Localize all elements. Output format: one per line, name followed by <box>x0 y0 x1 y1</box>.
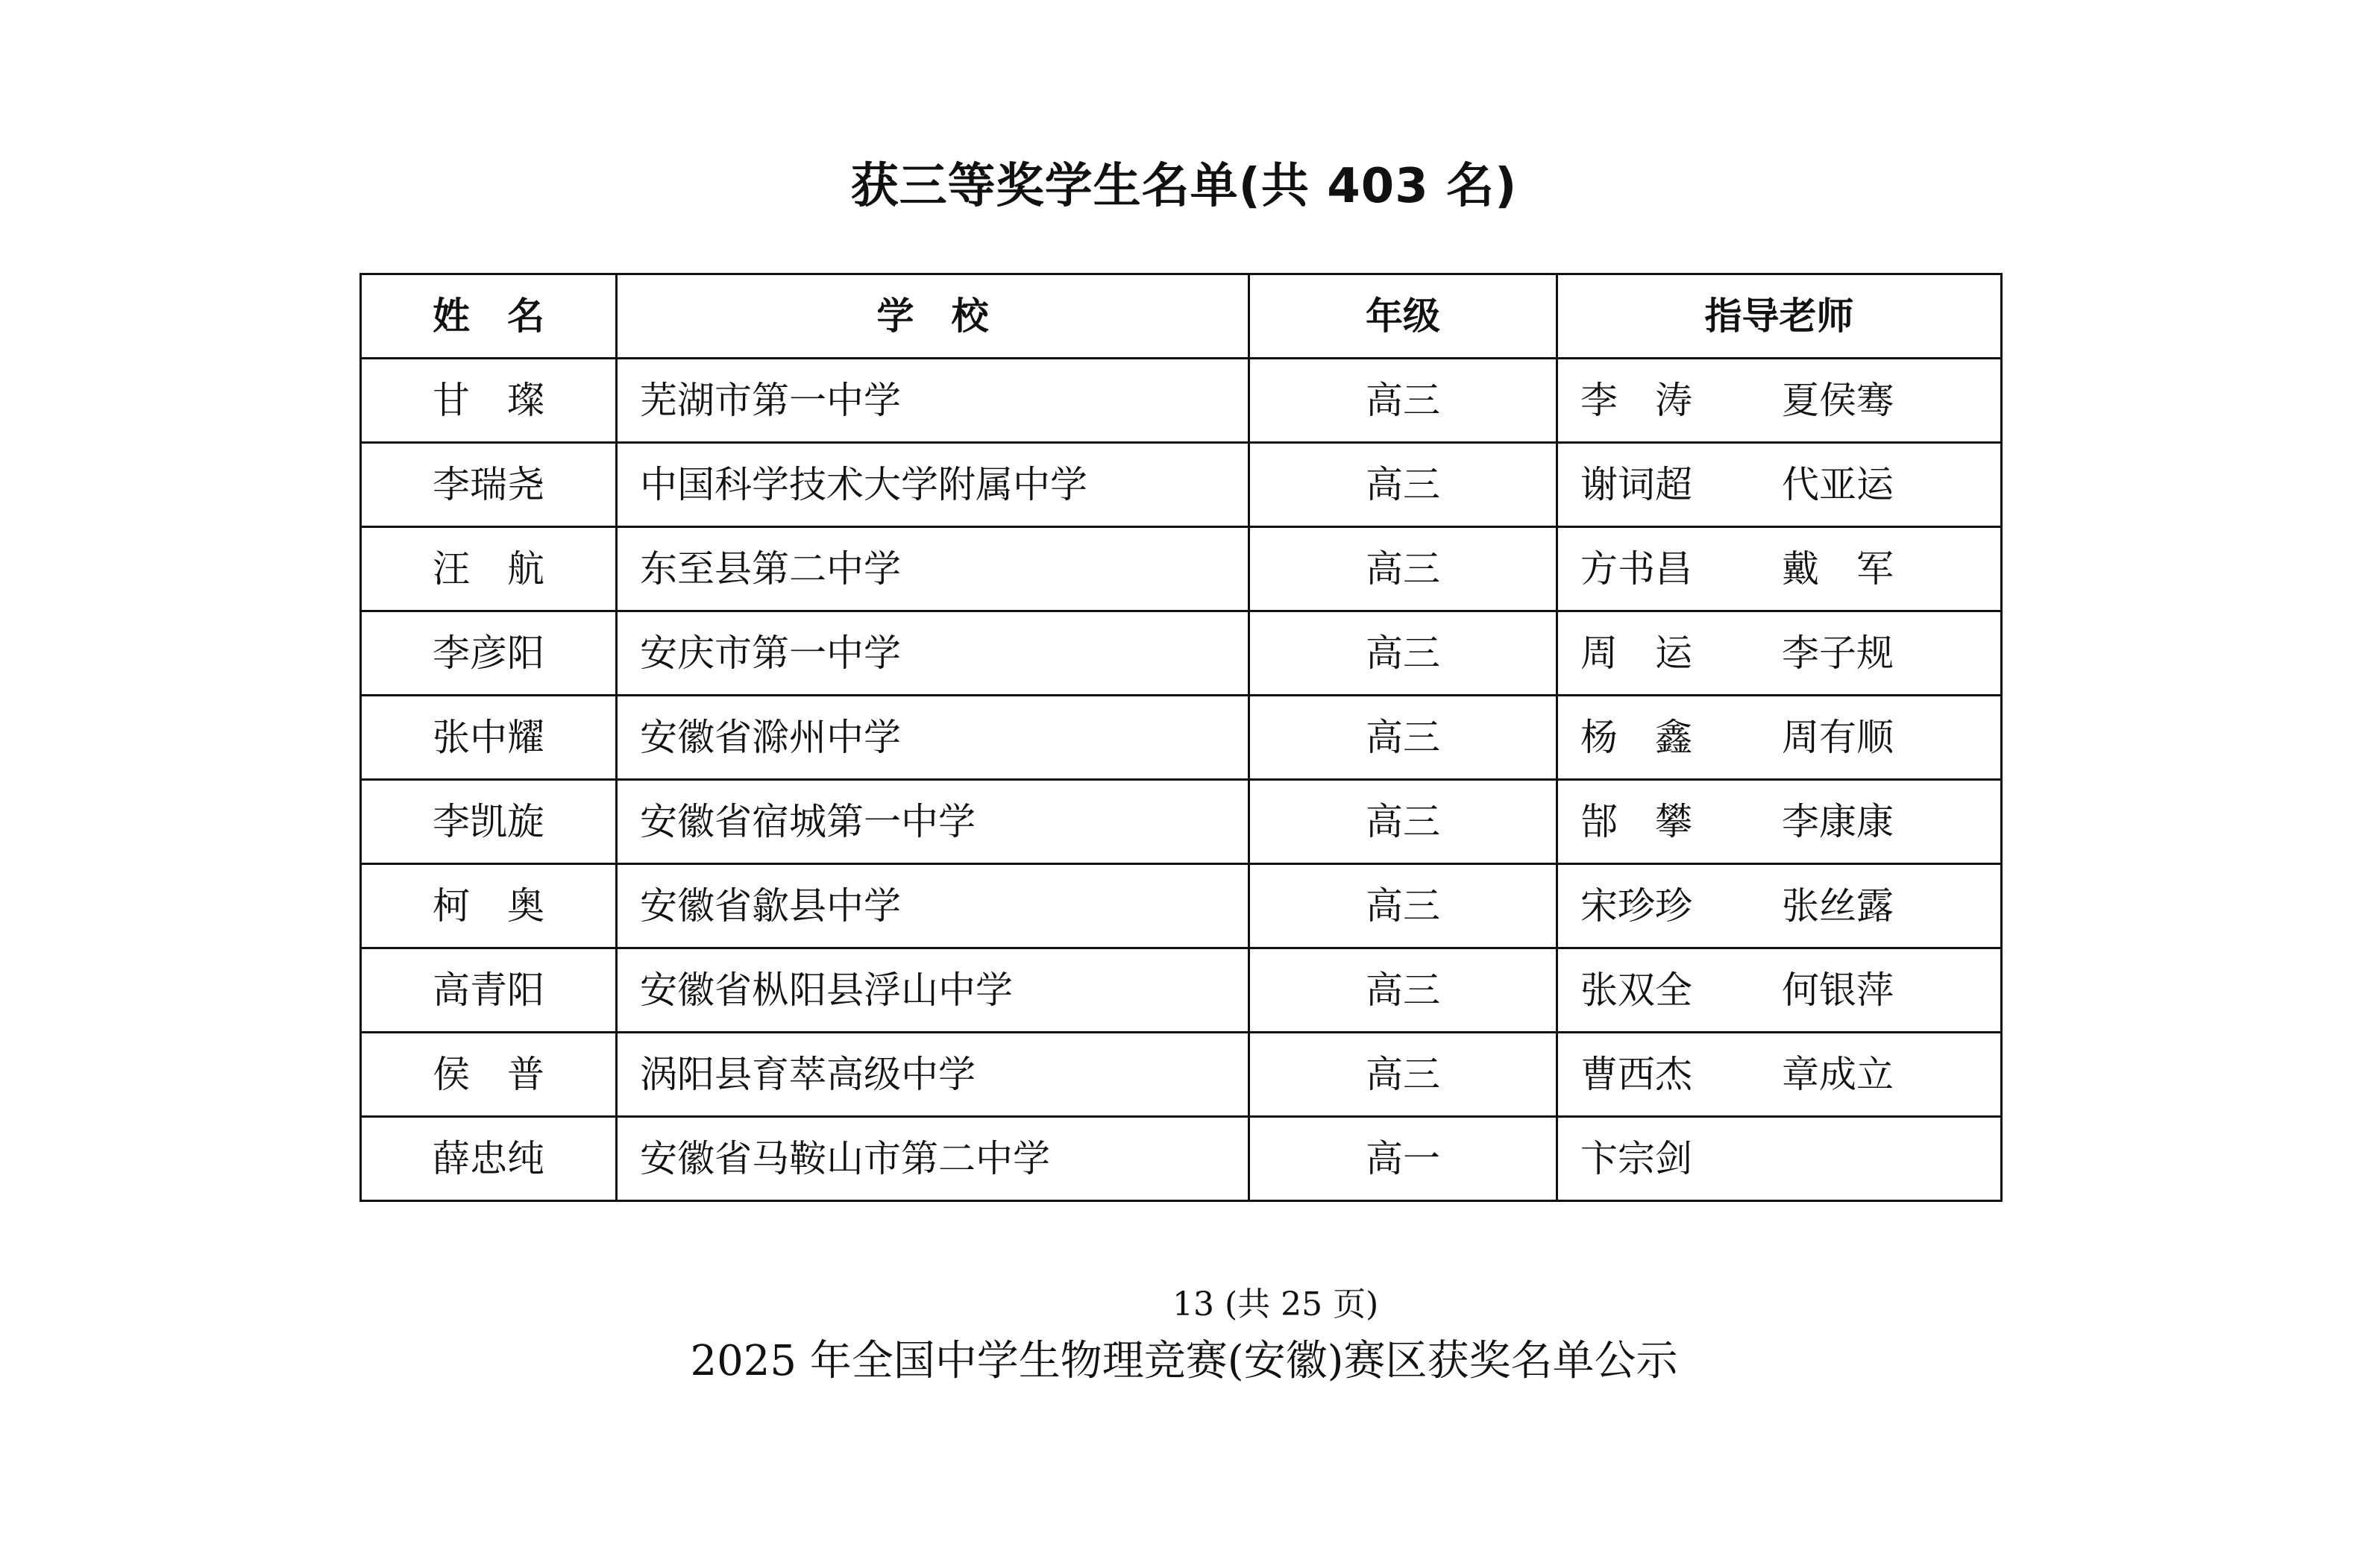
teacher-2: 李子规 <box>1782 632 1894 675</box>
student-name: 侯 普 <box>361 1033 617 1117</box>
table-row <box>361 780 2002 864</box>
student-name: 薛忠纯 <box>361 1117 617 1201</box>
footer-caption: 2025 年全国中学生物理竞赛(安徽)赛区获奖名单公示 <box>690 1337 1678 1385</box>
teachers-cell <box>1557 864 2002 948</box>
school-name: 安徽省马鞍山市第二中学 <box>617 1117 1249 1201</box>
grade: 高三 <box>1249 611 1557 696</box>
teachers-cell <box>1557 1033 2002 1117</box>
school-name: 安徽省宿城第一中学 <box>617 780 1249 864</box>
school-name: 中国科学技术大学附属中学 <box>617 443 1249 527</box>
table-row <box>361 1117 2002 1201</box>
teacher-2: 周有顺 <box>1782 716 1894 759</box>
page-title: 获三等奖学生名单(共 403 名) <box>850 159 1518 214</box>
table-row <box>361 864 2002 948</box>
table-row <box>361 527 2002 611</box>
table-row <box>361 359 2002 443</box>
grade: 高三 <box>1249 443 1557 527</box>
student-name: 李彦阳 <box>361 611 617 696</box>
table-row <box>361 1033 2002 1117</box>
grade: 高三 <box>1249 780 1557 864</box>
teachers-cell <box>1557 1117 2002 1201</box>
table-header-row <box>361 274 2002 359</box>
student-name: 李凯旋 <box>361 780 617 864</box>
teachers-cell <box>1557 527 2002 611</box>
teachers-cell <box>1557 948 2002 1033</box>
header-school: 学 校 <box>617 274 1249 359</box>
teachers-cell <box>1557 359 2002 443</box>
teacher-2: 夏侯骞 <box>1782 379 1894 422</box>
header-name: 姓 名 <box>361 274 617 359</box>
teachers-cell <box>1557 611 2002 696</box>
header-grade: 年级 <box>1249 274 1557 359</box>
grade: 高三 <box>1249 359 1557 443</box>
student-name: 高青阳 <box>361 948 617 1033</box>
teacher-1: 郜 攀 <box>1580 800 1692 843</box>
teachers-cell <box>1557 443 2002 527</box>
teacher-2: 代亚运 <box>1782 463 1894 506</box>
teacher-1: 方书昌 <box>1580 547 1692 591</box>
teacher-2: 何银萍 <box>1782 969 1894 1012</box>
school-name: 安徽省滁州中学 <box>617 696 1249 780</box>
teacher-1: 曹西杰 <box>1580 1053 1692 1096</box>
teacher-1: 杨 鑫 <box>1580 716 1692 759</box>
teacher-2: 李康康 <box>1782 800 1894 843</box>
teacher-1: 李 涛 <box>1580 379 1692 422</box>
teacher-2: 张丝露 <box>1782 884 1894 928</box>
page-number: 13 (共 25 页) <box>1172 1285 1379 1323</box>
student-name: 甘 璨 <box>361 359 617 443</box>
table-row <box>361 696 2002 780</box>
table-row <box>361 443 2002 527</box>
award-table <box>359 273 2003 1202</box>
grade: 高三 <box>1249 1033 1557 1117</box>
school-name: 安徽省枞阳县浮山中学 <box>617 948 1249 1033</box>
school-name: 东至县第二中学 <box>617 527 1249 611</box>
grade: 高三 <box>1249 948 1557 1033</box>
teacher-1: 谢词超 <box>1580 463 1692 506</box>
grade: 高三 <box>1249 696 1557 780</box>
grade: 高三 <box>1249 527 1557 611</box>
teacher-1: 卞宗剑 <box>1580 1137 1692 1180</box>
teacher-2: 章成立 <box>1782 1053 1894 1096</box>
table-row <box>361 948 2002 1033</box>
student-name: 汪 航 <box>361 527 617 611</box>
teachers-cell <box>1557 780 2002 864</box>
school-name: 安徽省歙县中学 <box>617 864 1249 948</box>
grade: 高三 <box>1249 864 1557 948</box>
student-name: 柯 奥 <box>361 864 617 948</box>
grade: 高一 <box>1249 1117 1557 1201</box>
teacher-1: 宋珍珍 <box>1580 884 1692 928</box>
student-name: 李瑞尧 <box>361 443 617 527</box>
student-name: 张中耀 <box>361 696 617 780</box>
teacher-2: 戴 军 <box>1782 547 1894 591</box>
teachers-cell <box>1557 696 2002 780</box>
school-name: 涡阳县育萃高级中学 <box>617 1033 1249 1117</box>
teacher-1: 周 运 <box>1580 632 1692 675</box>
school-name: 芜湖市第一中学 <box>617 359 1249 443</box>
header-teachers: 指导老师 <box>1557 274 2002 359</box>
school-name: 安庆市第一中学 <box>617 611 1249 696</box>
teacher-1: 张双全 <box>1580 969 1692 1012</box>
table-row <box>361 611 2002 696</box>
